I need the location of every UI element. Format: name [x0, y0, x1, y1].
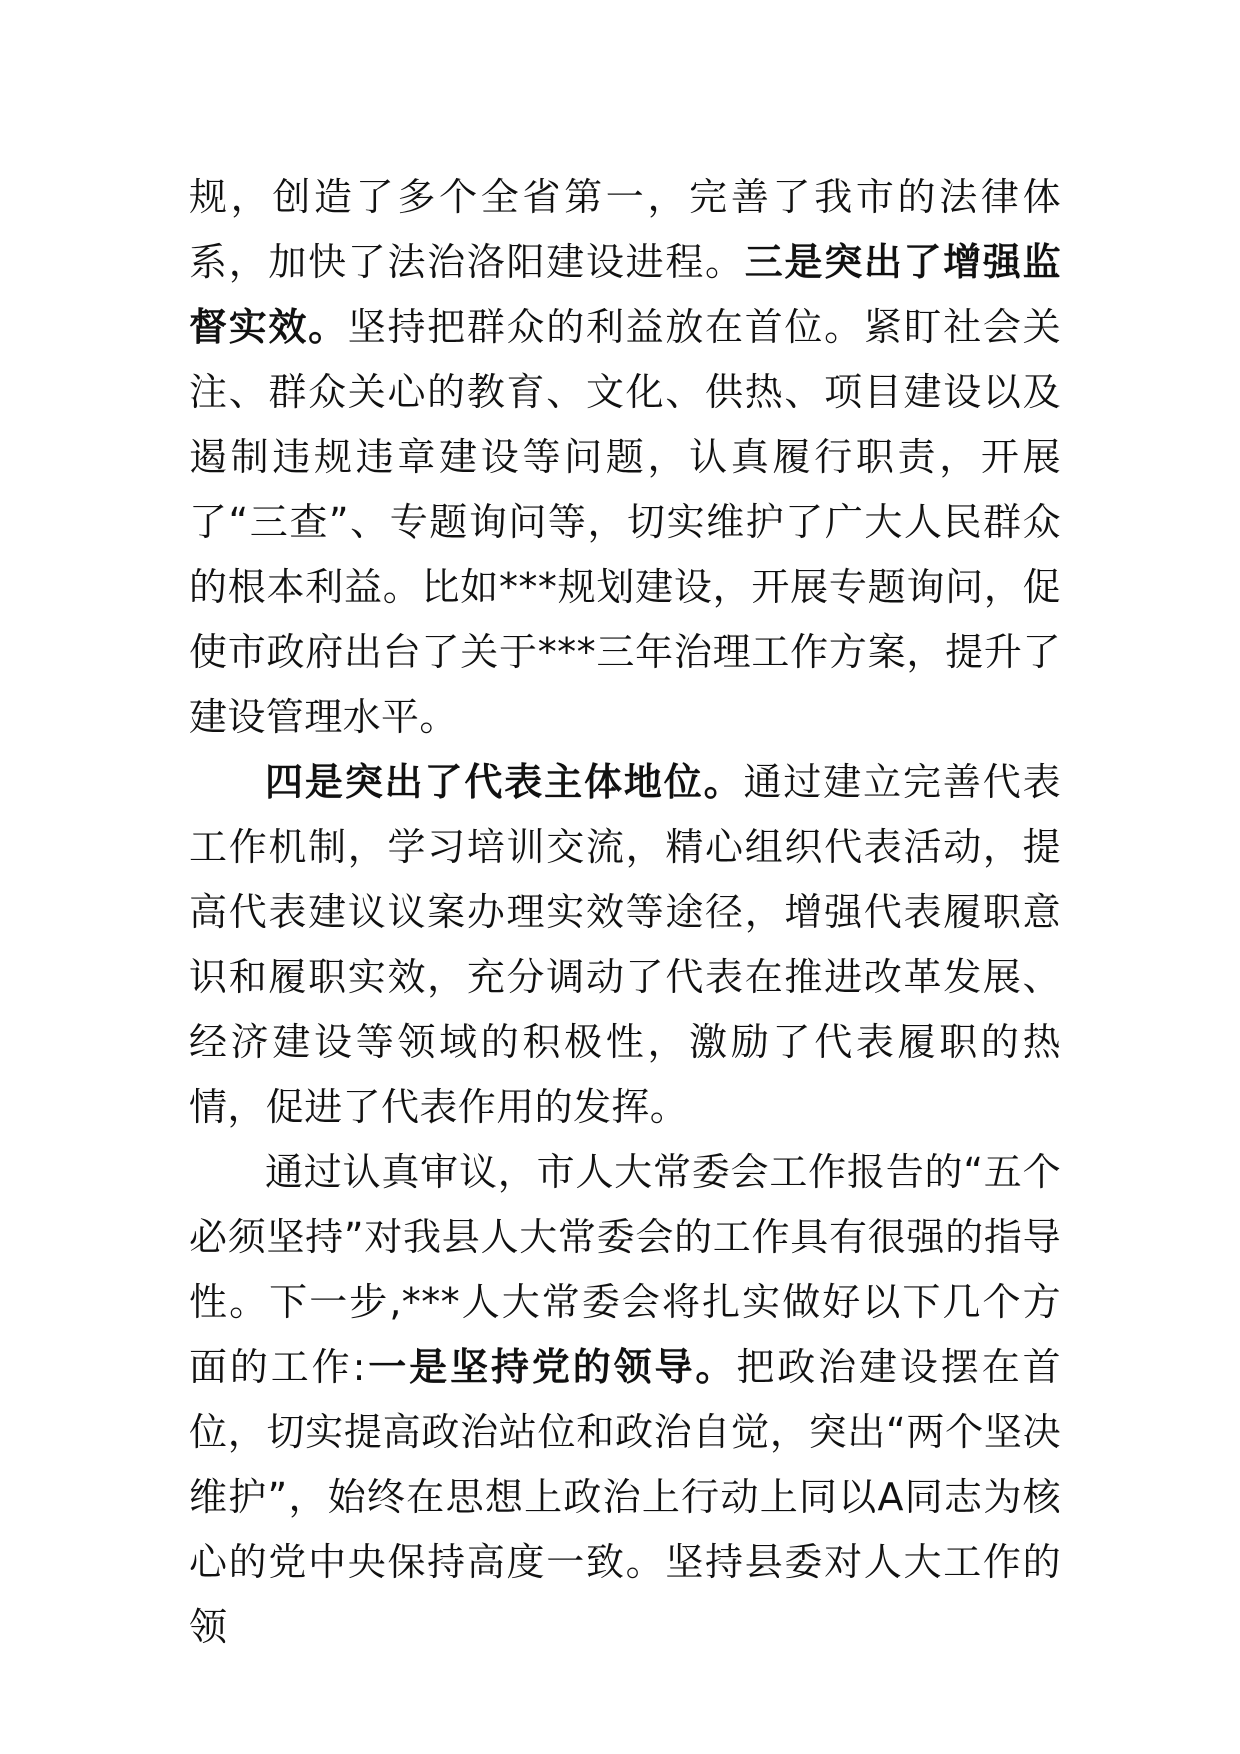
paragraph-text: 把政治建设摆在首位，切实提高政治站位和政治自觉，突出“两个坚决维护”，始终在思想上政治上行动上同以A同志为核心的党中央保持高度一致。坚持县委对人大工作的领 — [189, 1345, 1061, 1649]
paragraph-next-steps — [189, 1140, 1061, 1660]
paragraph-text: 通过认真审议，市人大常委会工作报告的“五个必须坚持”对我县人大常委会的工作具有很强的指导性。下一步,***人大常委会将扎实做好以下几个方面的工作: — [189, 1150, 1061, 1389]
paragraph-supervision — [189, 165, 1061, 750]
paragraph-text: 规，创造了多个全省第一，完善了我市的法律体系，加快了法治洛阳建设进程。 — [189, 175, 1061, 284]
paragraph-text: 通过建立完善代表工作机制，学习培训交流，精心组织代表活动，提高代表建议议案办理实效等途径，增强代表履职意识和履职实效，充分调动了代表在推进改革发展、经济建设等领域的积极性，激励了代表履职的热情，促进了代表作用的发挥。 — [189, 760, 1061, 1129]
heading-four-deputies: 四是突出了代表主体地位。 — [265, 760, 744, 804]
paragraph-text: 坚持把群众的利益放在首位。紧盯社会关注、群众关心的教育、文化、供热、项目建设以及遏制违规违章建设等问题，认真履行职责，开展了“三查”、专题询问等，切实维护了广大人民群众的根本利益。比如***规划建设，开展专题询问，促使市政府出台了关于***三年治理工作方案，提升了建设管理水平。 — [189, 305, 1061, 739]
document-body — [189, 165, 1061, 1660]
paragraph-deputies — [189, 750, 1061, 1140]
heading-one-party-leadership: 一是坚持党的领导。 — [365, 1345, 737, 1389]
heading-three-supervision: 三是突出了增强监督实效。 — [189, 240, 1061, 349]
